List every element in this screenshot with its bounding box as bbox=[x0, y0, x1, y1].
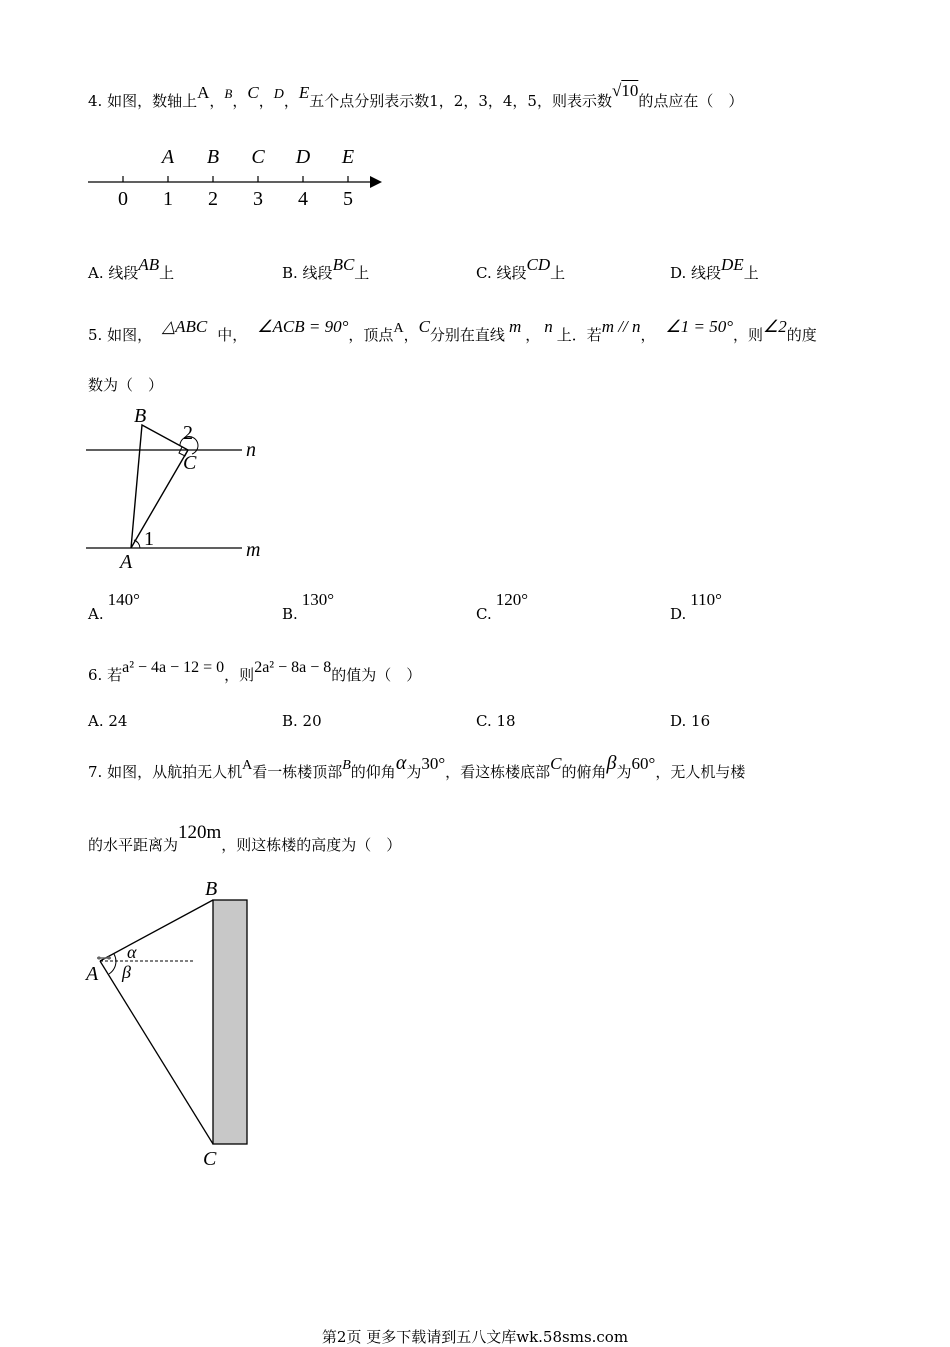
q4-option-c[interactable]: C. 线段CD上 bbox=[476, 255, 566, 282]
q6-option-c[interactable]: C. 18 bbox=[476, 712, 516, 730]
building bbox=[213, 900, 247, 1144]
q5-label-2: 2 bbox=[183, 422, 193, 444]
q5-label-m: m bbox=[246, 539, 261, 561]
numberline-tick-3: 3 bbox=[253, 188, 263, 210]
q5-label-b: B bbox=[134, 405, 147, 427]
q7-label-beta: β bbox=[122, 962, 131, 982]
q7-stem: 7. 如图，从航拍无人机A看一栋楼顶部B的仰角α为30°，看这栋楼底部C的俯角β为60°，无人机与楼 bbox=[88, 752, 746, 781]
numberline-tick-2: 2 bbox=[208, 188, 218, 210]
q5-option-d[interactable]: D.110° bbox=[670, 590, 722, 623]
q4-option-d[interactable]: D. 线段DE上 bbox=[670, 255, 759, 282]
q4-point-b: B bbox=[224, 86, 233, 101]
numberline-label-c: C bbox=[251, 146, 265, 168]
numberline-label-e: E bbox=[341, 146, 355, 168]
q5-option-a[interactable]: A.140° bbox=[88, 590, 140, 623]
q7-distance: 120m bbox=[178, 822, 222, 843]
q6-equation: a² − 4a − 12 = 0 bbox=[122, 659, 225, 676]
q5-option-b[interactable]: B.130° bbox=[282, 590, 335, 623]
q5-parallel: m // n bbox=[601, 317, 641, 336]
q5-label-a: A bbox=[120, 551, 133, 573]
q5-stem-line2: 数为（ ） bbox=[88, 376, 164, 394]
q5-angle1: ∠1 = 50° bbox=[665, 317, 734, 336]
q5-label-1: 1 bbox=[144, 528, 154, 550]
q6-stem: 6. 若a² − 4a − 12 = 0，则2a² − 8a − 8的值为（ ） bbox=[88, 659, 422, 684]
q6-option-b[interactable]: B. 20 bbox=[282, 712, 322, 730]
q7-label-c: C bbox=[203, 1148, 217, 1170]
q5-triangle: △ABC bbox=[162, 317, 208, 336]
q7-label-b: B bbox=[205, 878, 218, 900]
q6-option-d[interactable]: D. 16 bbox=[670, 712, 711, 730]
q4-stem: 4. 如图，数轴上A，B，C，D，E五个点分别表示数1，2，3，4，5，则表示数√10的点应在（ ） bbox=[88, 81, 744, 110]
q4-point-e: E bbox=[298, 83, 310, 102]
q5-angle-acb: ∠ACB = 90° bbox=[257, 317, 349, 336]
q5-option-c[interactable]: C.120° bbox=[476, 590, 529, 623]
q5-angle2: ∠2 bbox=[763, 317, 787, 336]
numberline-tick-4: 4 bbox=[298, 188, 308, 210]
q4-option-a[interactable]: A. 线段AB上 bbox=[88, 255, 175, 282]
q7-stem-line2: 的水平距离为120m，则这栋楼的高度为（ ） bbox=[88, 822, 402, 854]
q7-label-a: A bbox=[86, 963, 99, 985]
numberline-label-d: D bbox=[295, 146, 311, 168]
q4-number-line bbox=[80, 140, 400, 215]
q5-label-n: n bbox=[246, 439, 256, 461]
q7-label-alpha: α bbox=[127, 942, 137, 962]
q5-stem: 5. 如图， △ABC 中， ∠ACB = 90°，顶点A，C分别在直线 m ， n 上．若m // n， ∠1 = 50°，则∠2的度 bbox=[88, 317, 817, 344]
numberline-label-b: B bbox=[206, 146, 220, 168]
numberline-tick-5: 5 bbox=[343, 188, 353, 210]
page-footer: 第2页 更多下载请到五八文库wk.58sms.com bbox=[321, 1328, 629, 1346]
q4-option-b[interactable]: B. 线段BC上 bbox=[282, 255, 370, 282]
numberline-label-a: A bbox=[161, 146, 175, 168]
q5-label-c: C bbox=[183, 452, 197, 474]
numberline-tick-0: 0 bbox=[118, 188, 128, 210]
q4-sqrt: √10 bbox=[611, 81, 639, 100]
q6-option-a[interactable]: A. 24 bbox=[88, 712, 128, 730]
numberline-tick-1: 1 bbox=[163, 188, 173, 210]
q5-figure bbox=[80, 400, 280, 575]
q4-point-d: D bbox=[273, 87, 284, 102]
q6-expression: 2a² − 8a − 8 bbox=[254, 659, 332, 676]
q4-point-a: A bbox=[197, 83, 210, 102]
q7-figure bbox=[80, 875, 270, 1175]
q4-point-c: C bbox=[247, 83, 259, 102]
